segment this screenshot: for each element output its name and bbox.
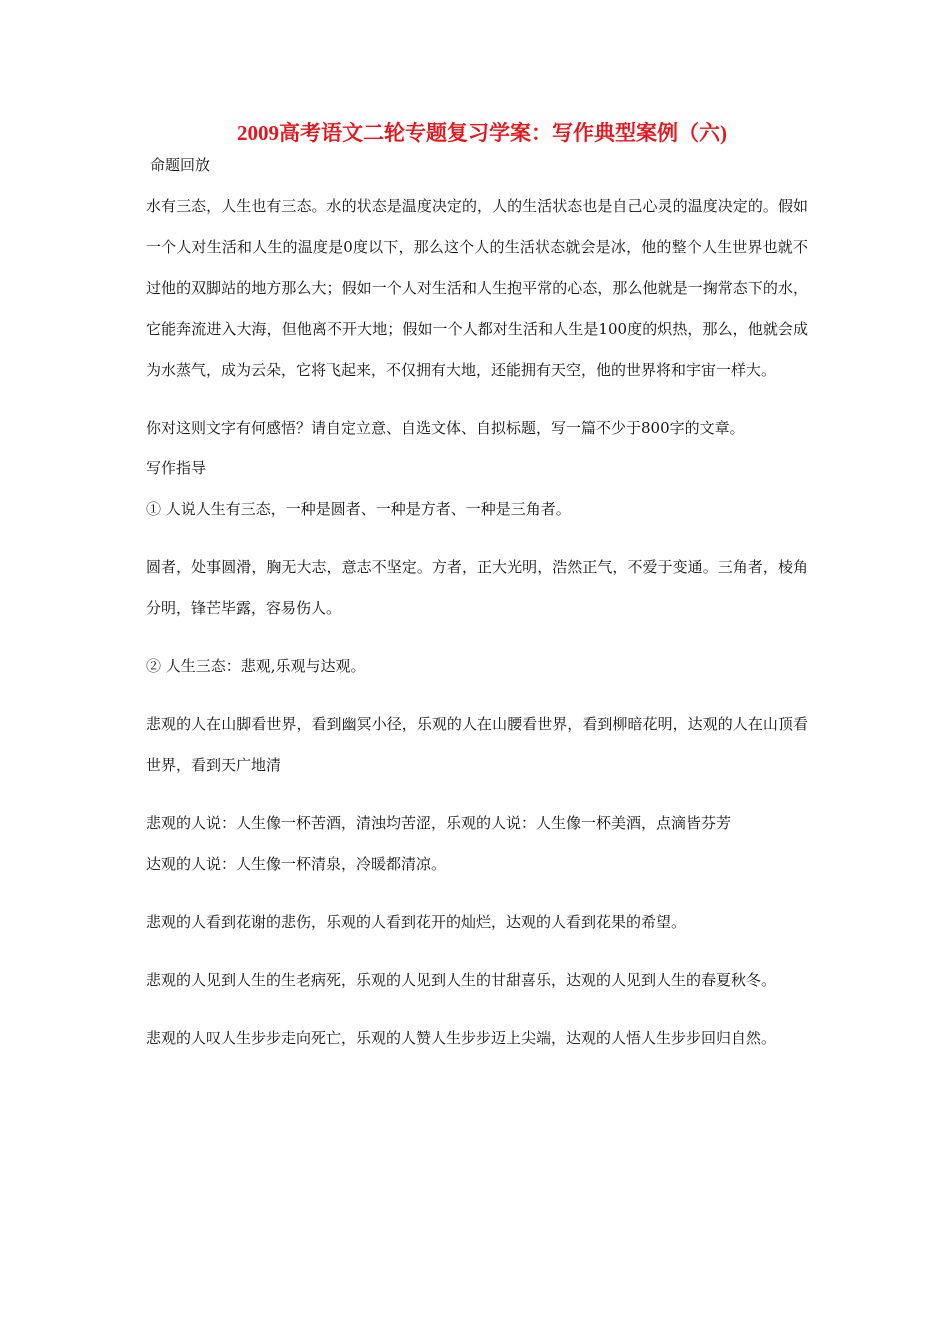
document-title: 2009高考语文二轮专题复习学案：写作典型案例（六) [237, 121, 727, 145]
guide-point-2-paragraph-5: 悲观的人叹人生步步走向死亡，乐观的人赞人生步步迈上尖端，达观的人悟人生步步回归自然。 [146, 1029, 777, 1047]
guide-point-1-detail: 圆者，处事圆滑，胸无大志，意志不坚定。方者，正大光明，浩然正气，不爱于变通。三角者，棱角分明，锋芒毕露，容易伤人。 [146, 558, 808, 617]
guide-point-1: ① 人说人生有三态，一种是圆者、一种是方者、一种是三角者。 [146, 500, 571, 518]
document-page [146, 118, 808, 1076]
guide-point-2: ② 人生三态：悲观,乐观与达观。 [146, 657, 366, 675]
guide-point-2-paragraph-2-line-a: 悲观的人说：人生像一杯苦酒，清浊均苦涩，乐观的人说：人生像一杯美酒，点滴皆芬芳 [146, 814, 732, 832]
section-heading-prompt-review: 命题回放 [150, 156, 211, 174]
prompt-paragraph: 水有三态，人生也有三态。水的状态是温度决定的，人的生活状态也是自己心灵的温度决定的。假如一个人对生活和人生的温度是0度以下，那么这个人的生活状态就会是冰，他的整个人生世界也就不过他的双脚站的地方那么大；假如一个人对生活和人生抱平常的心态，那么他就是一掬常态下的水，它能奔流进入大海，但他离不开大地；假如一个人都对生活和人生是100度的炽热，那么，他就会成为水蒸气，成为云朵，它将飞起来，不仅拥有大地，还能拥有天空，他的世界将和宇宙一样大。 [146, 197, 808, 379]
guide-point-2-paragraph-4: 悲观的人见到人生的生老病死，乐观的人见到人生的甘甜喜乐，达观的人见到人生的春夏秋冬。 [146, 971, 777, 989]
guide-point-2-paragraph-2-line-b: 达观的人说：人生像一杯清泉，冷暖都清凉。 [146, 855, 447, 873]
guide-point-2-paragraph-3: 悲观的人看到花谢的悲伤，乐观的人看到花开的灿烂，达观的人看到花果的希望。 [146, 913, 687, 931]
guide-point-2-paragraph-2 [146, 803, 808, 885]
guide-point-2-paragraph-1: 悲观的人在山脚看世界，看到幽冥小径，乐观的人在山腰看世界，看到柳暗花明，达观的人在山顶看世界，看到天广地清 [146, 715, 808, 774]
task-paragraph: 你对这则文字有何感悟？请自定立意、自选文体、自拟标题，写一篇不少于800字的文章。 [146, 419, 745, 437]
section-heading-writing-guide: 写作指导 [146, 459, 207, 477]
